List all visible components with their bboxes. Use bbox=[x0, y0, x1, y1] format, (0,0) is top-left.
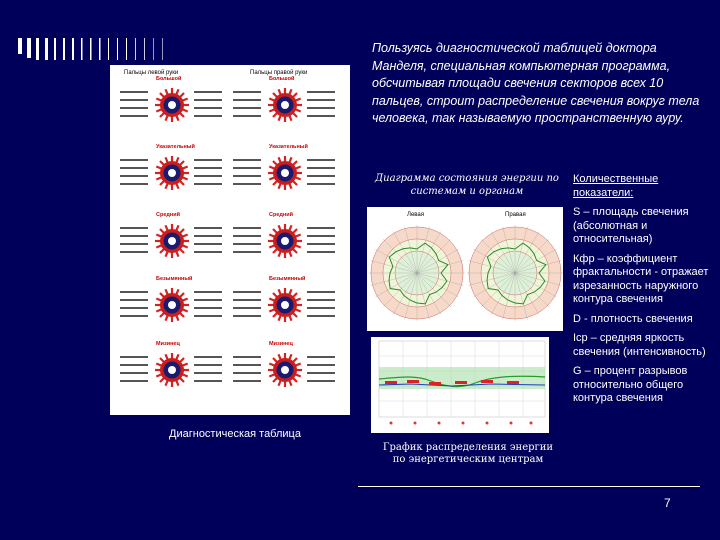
finger-label: Указательный bbox=[156, 144, 195, 150]
radial-chart-left bbox=[369, 225, 465, 321]
indicator-item: G – процент разрывов относительно общего контура свечения bbox=[573, 365, 688, 404]
indicator-item: Кфр – коэффициент фрактальности - отражает изрезанность наружного контура свечения bbox=[573, 252, 709, 305]
finger-label: Безымянный bbox=[269, 276, 306, 282]
finger-glow-circle bbox=[155, 353, 189, 387]
finger-label: Указательный bbox=[269, 144, 308, 150]
radial-diagram-image bbox=[367, 207, 563, 331]
diagnostic-table-image bbox=[110, 65, 350, 415]
finger-glow-circle bbox=[155, 288, 189, 322]
finger-label: Средний bbox=[269, 212, 293, 218]
finger-glow-circle bbox=[268, 224, 302, 258]
finger-glow-circle bbox=[268, 156, 302, 190]
finger-label: Большой bbox=[269, 76, 295, 82]
energy-graph-caption: График распределения энергии по энергетическим центрам bbox=[382, 442, 554, 465]
finger-label: Мизинец bbox=[156, 341, 180, 347]
radial-left-label: Левая bbox=[407, 212, 424, 218]
finger-label: Большой bbox=[156, 76, 182, 82]
page-number: 7 bbox=[664, 496, 671, 510]
right-hand-heading: Пальцы правой руки bbox=[250, 70, 308, 76]
finger-label: Средний bbox=[156, 212, 180, 218]
finger-glow-circle bbox=[268, 353, 302, 387]
finger-glow-circle bbox=[268, 288, 302, 322]
finger-glow-circle bbox=[155, 156, 189, 190]
indicators-list bbox=[573, 173, 715, 412]
finger-glow-circle bbox=[155, 224, 189, 258]
left-hand-heading: Пальцы левой руки bbox=[124, 70, 179, 76]
diagnostic-table-caption: Диагностическая таблица bbox=[169, 428, 301, 440]
finger-label: Безымянный bbox=[156, 276, 193, 282]
indicators-heading: Количественные показатели: bbox=[573, 173, 659, 199]
finger-glow-circle bbox=[155, 88, 189, 122]
intro-paragraph: Пользуясь диагностической таблицей доктора Манделя, специальная компьютерная программа, обсчитывая площади свечения секторов всех 10 пальцев, строит распределение свечения вокруг тела человека, так называемую пространственную ауру. bbox=[372, 41, 700, 125]
footer-rule bbox=[358, 486, 700, 487]
radial-right-label: Правая bbox=[505, 212, 526, 218]
finger-label: Мизинец bbox=[269, 341, 293, 347]
energy-graph-image bbox=[371, 337, 549, 433]
indicator-item: D - плотность свечения bbox=[573, 312, 693, 325]
indicator-item: Icp – средняя яркость свечения (интенсивность) bbox=[573, 332, 706, 358]
finger-glow-circle bbox=[268, 88, 302, 122]
diagram-title: Диаграмма состояния энергии по системам и органам bbox=[375, 173, 559, 197]
indicator-item: S – площадь свечения (абсолютная и относительная) bbox=[573, 206, 689, 245]
radial-chart-right bbox=[467, 225, 563, 321]
